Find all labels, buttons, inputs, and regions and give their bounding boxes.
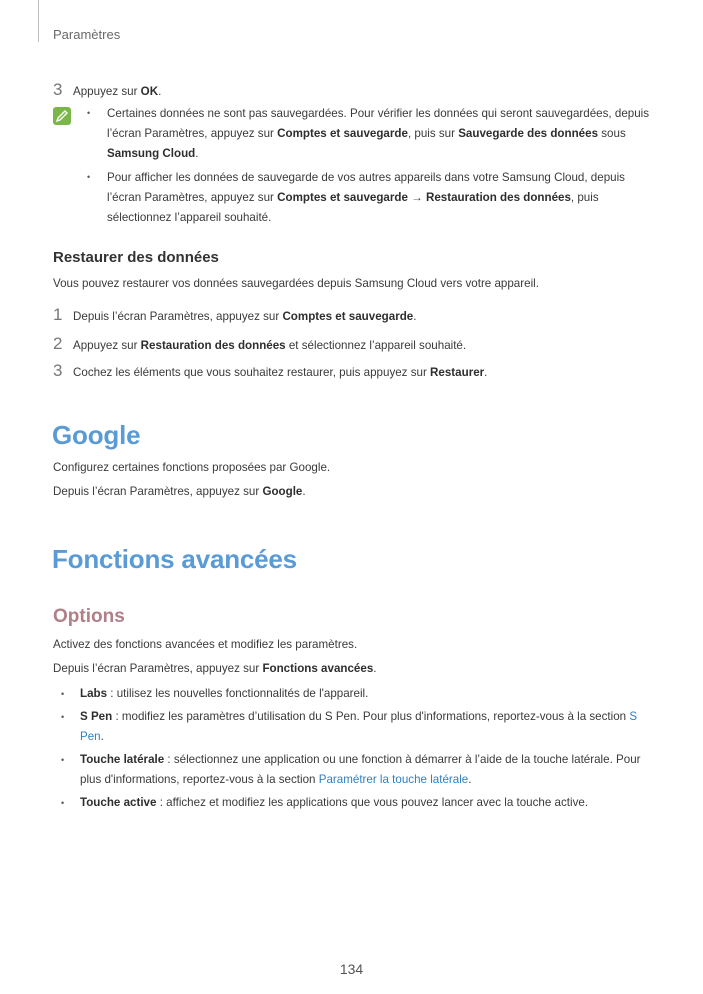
header-rule [38,0,39,42]
touche-laterale-link[interactable]: Paramétrer la touche latérale [318,773,469,786]
google-line-1: Configurez certaines fonctions proposées par Google. [53,461,331,474]
step-text: Cochez les éléments que vous souhaitez restaurer, puis appuyez sur Restaurer. [73,366,488,379]
restore-step-1 [53,306,416,326]
s-pen-link[interactable]: S Pen [80,710,638,743]
advanced-line-1: Activez des fonctions avancées et modifiez les paramètres. [53,638,358,651]
options-subheading: Options [53,606,125,627]
step-number: 3 [53,361,63,380]
step-3-ok [53,81,161,101]
step-number: 1 [53,305,63,324]
restore-heading: Restaurer des données [53,249,219,266]
step-text: Appuyez sur OK. [73,85,162,98]
advanced-line-2: Depuis l’écran Paramètres, appuyez sur Fonctions avancées. [53,662,377,675]
step-text: Appuyez sur Restauration des données et sélectionnez l’appareil souhaité. [73,339,467,352]
option-labs: • Labs : utilisez les nouvelles fonctionnalités de l'appareil. [60,684,650,704]
running-header: Paramètres [53,27,121,42]
step-number: 2 [53,334,63,353]
note-item: • Certaines données ne sont pas sauvegardées. Pour vérifier les données qui seront sauvegardées, depuis l’écran Paramètres, appuyez sur Comptes et sauvegarde, puis sur Sauvegarde des données sous Samsung Cloud. [85,104,655,164]
google-line-2: Depuis l’écran Paramètres, appuyez sur Google. [53,485,306,498]
restore-step-3 [53,362,487,382]
option-touche-active: • Touche active : affichez et modifiez les applications que vous pouvez lancer avec la touche active. [60,793,650,813]
step-text: Depuis l’écran Paramètres, appuyez sur Comptes et sauvegarde. [73,310,417,323]
note-item: • Pour afficher les données de sauvegarde de vos autres appareils dans votre Samsung Cloud, depuis l’écran Paramètres, appuyez sur Comptes et sauvegarde → Restauration des données, puis sélectionnez l’appareil souhaité. [85,168,655,228]
note-list [85,104,655,232]
step-number: 3 [53,80,63,99]
option-s-pen: • S Pen : modifiez les paramètres d’utilisation du S Pen. Pour plus d'informations, reportez-vous à la section S Pen. [60,707,650,747]
restore-intro: Vous pouvez restaurer vos données sauvegardées depuis Samsung Cloud vers votre appareil. [53,277,539,290]
options-list [60,684,650,816]
pencil-note-icon [53,107,71,125]
page-number: 134 [339,961,364,977]
restore-step-2 [53,335,466,355]
google-heading: Google [52,420,141,450]
option-touche-laterale: • Touche latérale : sélectionnez une application ou une fonction à démarrer à l’aide de la touche latérale. Pour plus d'informations, reportez-vous à la section Paramétrer la touche latérale. [60,750,650,790]
advanced-heading: Fonctions avancées [52,544,297,574]
